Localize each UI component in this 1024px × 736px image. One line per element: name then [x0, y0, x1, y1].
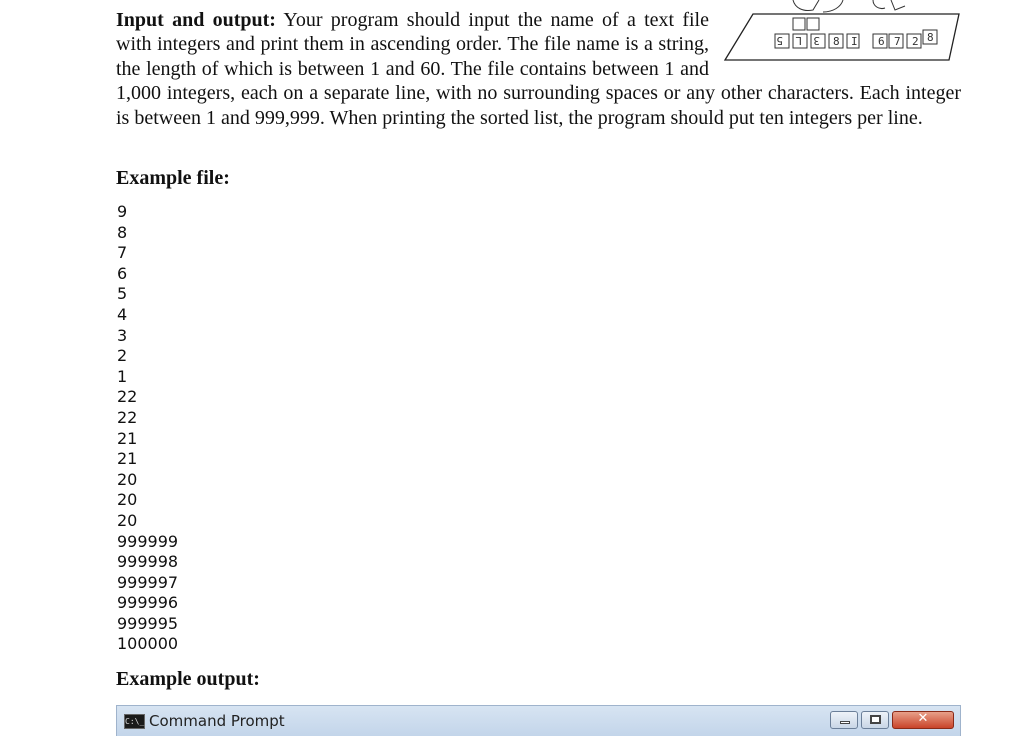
file-line: 999997: [117, 572, 179, 592]
file-line: 999996: [117, 593, 179, 613]
file-line: 1: [117, 366, 128, 386]
svg-text:8: 8: [927, 31, 934, 44]
input-output-text: Your program should input the name of a text file with integers and print them in ascending order. The file name is a string, the length of which is between 1 and 60. The file contains between 1 and 1,000 integers, each on a separate line, with no surrounding spaces or any other characters. Each integer is between 1 and 999,999. When printing the sorted list, the program should put ten integers per line.: [116, 9, 961, 129]
file-line: 6: [117, 263, 128, 283]
file-line: 999995: [117, 613, 179, 633]
file-line: 100000: [117, 634, 179, 654]
file-line: 20: [117, 469, 138, 489]
document-page: [116, 8, 961, 130]
file-line: 21: [117, 428, 138, 448]
svg-text:8: 8: [833, 35, 840, 48]
command-prompt-icon: C:\_: [124, 714, 145, 729]
svg-text:7: 7: [894, 35, 901, 48]
command-prompt-title: Command Prompt: [149, 712, 285, 730]
file-line: 20: [117, 510, 138, 530]
file-line: 2: [117, 346, 128, 366]
input-output-label: Input and output:: [116, 9, 276, 31]
file-line: 999998: [117, 552, 179, 572]
example-file-list: [117, 202, 178, 655]
close-button[interactable]: [892, 711, 954, 729]
file-line: 20: [117, 490, 138, 510]
file-line: 8: [117, 222, 128, 242]
file-line: 5: [117, 284, 128, 304]
minimize-button[interactable]: [830, 711, 858, 729]
file-line: 999999: [117, 531, 179, 551]
file-line: 22: [117, 387, 138, 407]
file-line: 21: [117, 449, 138, 469]
file-line: 9: [117, 202, 128, 221]
file-line: 3: [117, 325, 128, 345]
svg-text:I: I: [851, 35, 858, 48]
example-output-heading: Example output:: [116, 668, 260, 690]
svg-text:6: 6: [878, 35, 885, 48]
file-line: 7: [117, 243, 128, 263]
svg-text:3: 3: [813, 34, 820, 47]
maximize-button[interactable]: [861, 711, 889, 729]
svg-text:L: L: [795, 34, 802, 47]
command-prompt-titlebar[interactable]: [116, 705, 961, 736]
svg-text:5: 5: [776, 34, 783, 47]
svg-text:2: 2: [912, 35, 919, 48]
example-file-heading: Example file:: [116, 167, 230, 189]
hands-sorting-cards-illustration: [723, 0, 961, 64]
sorting-cards-drawing: [723, 0, 961, 64]
file-line: 22: [117, 407, 138, 427]
file-line: 4: [117, 304, 128, 324]
